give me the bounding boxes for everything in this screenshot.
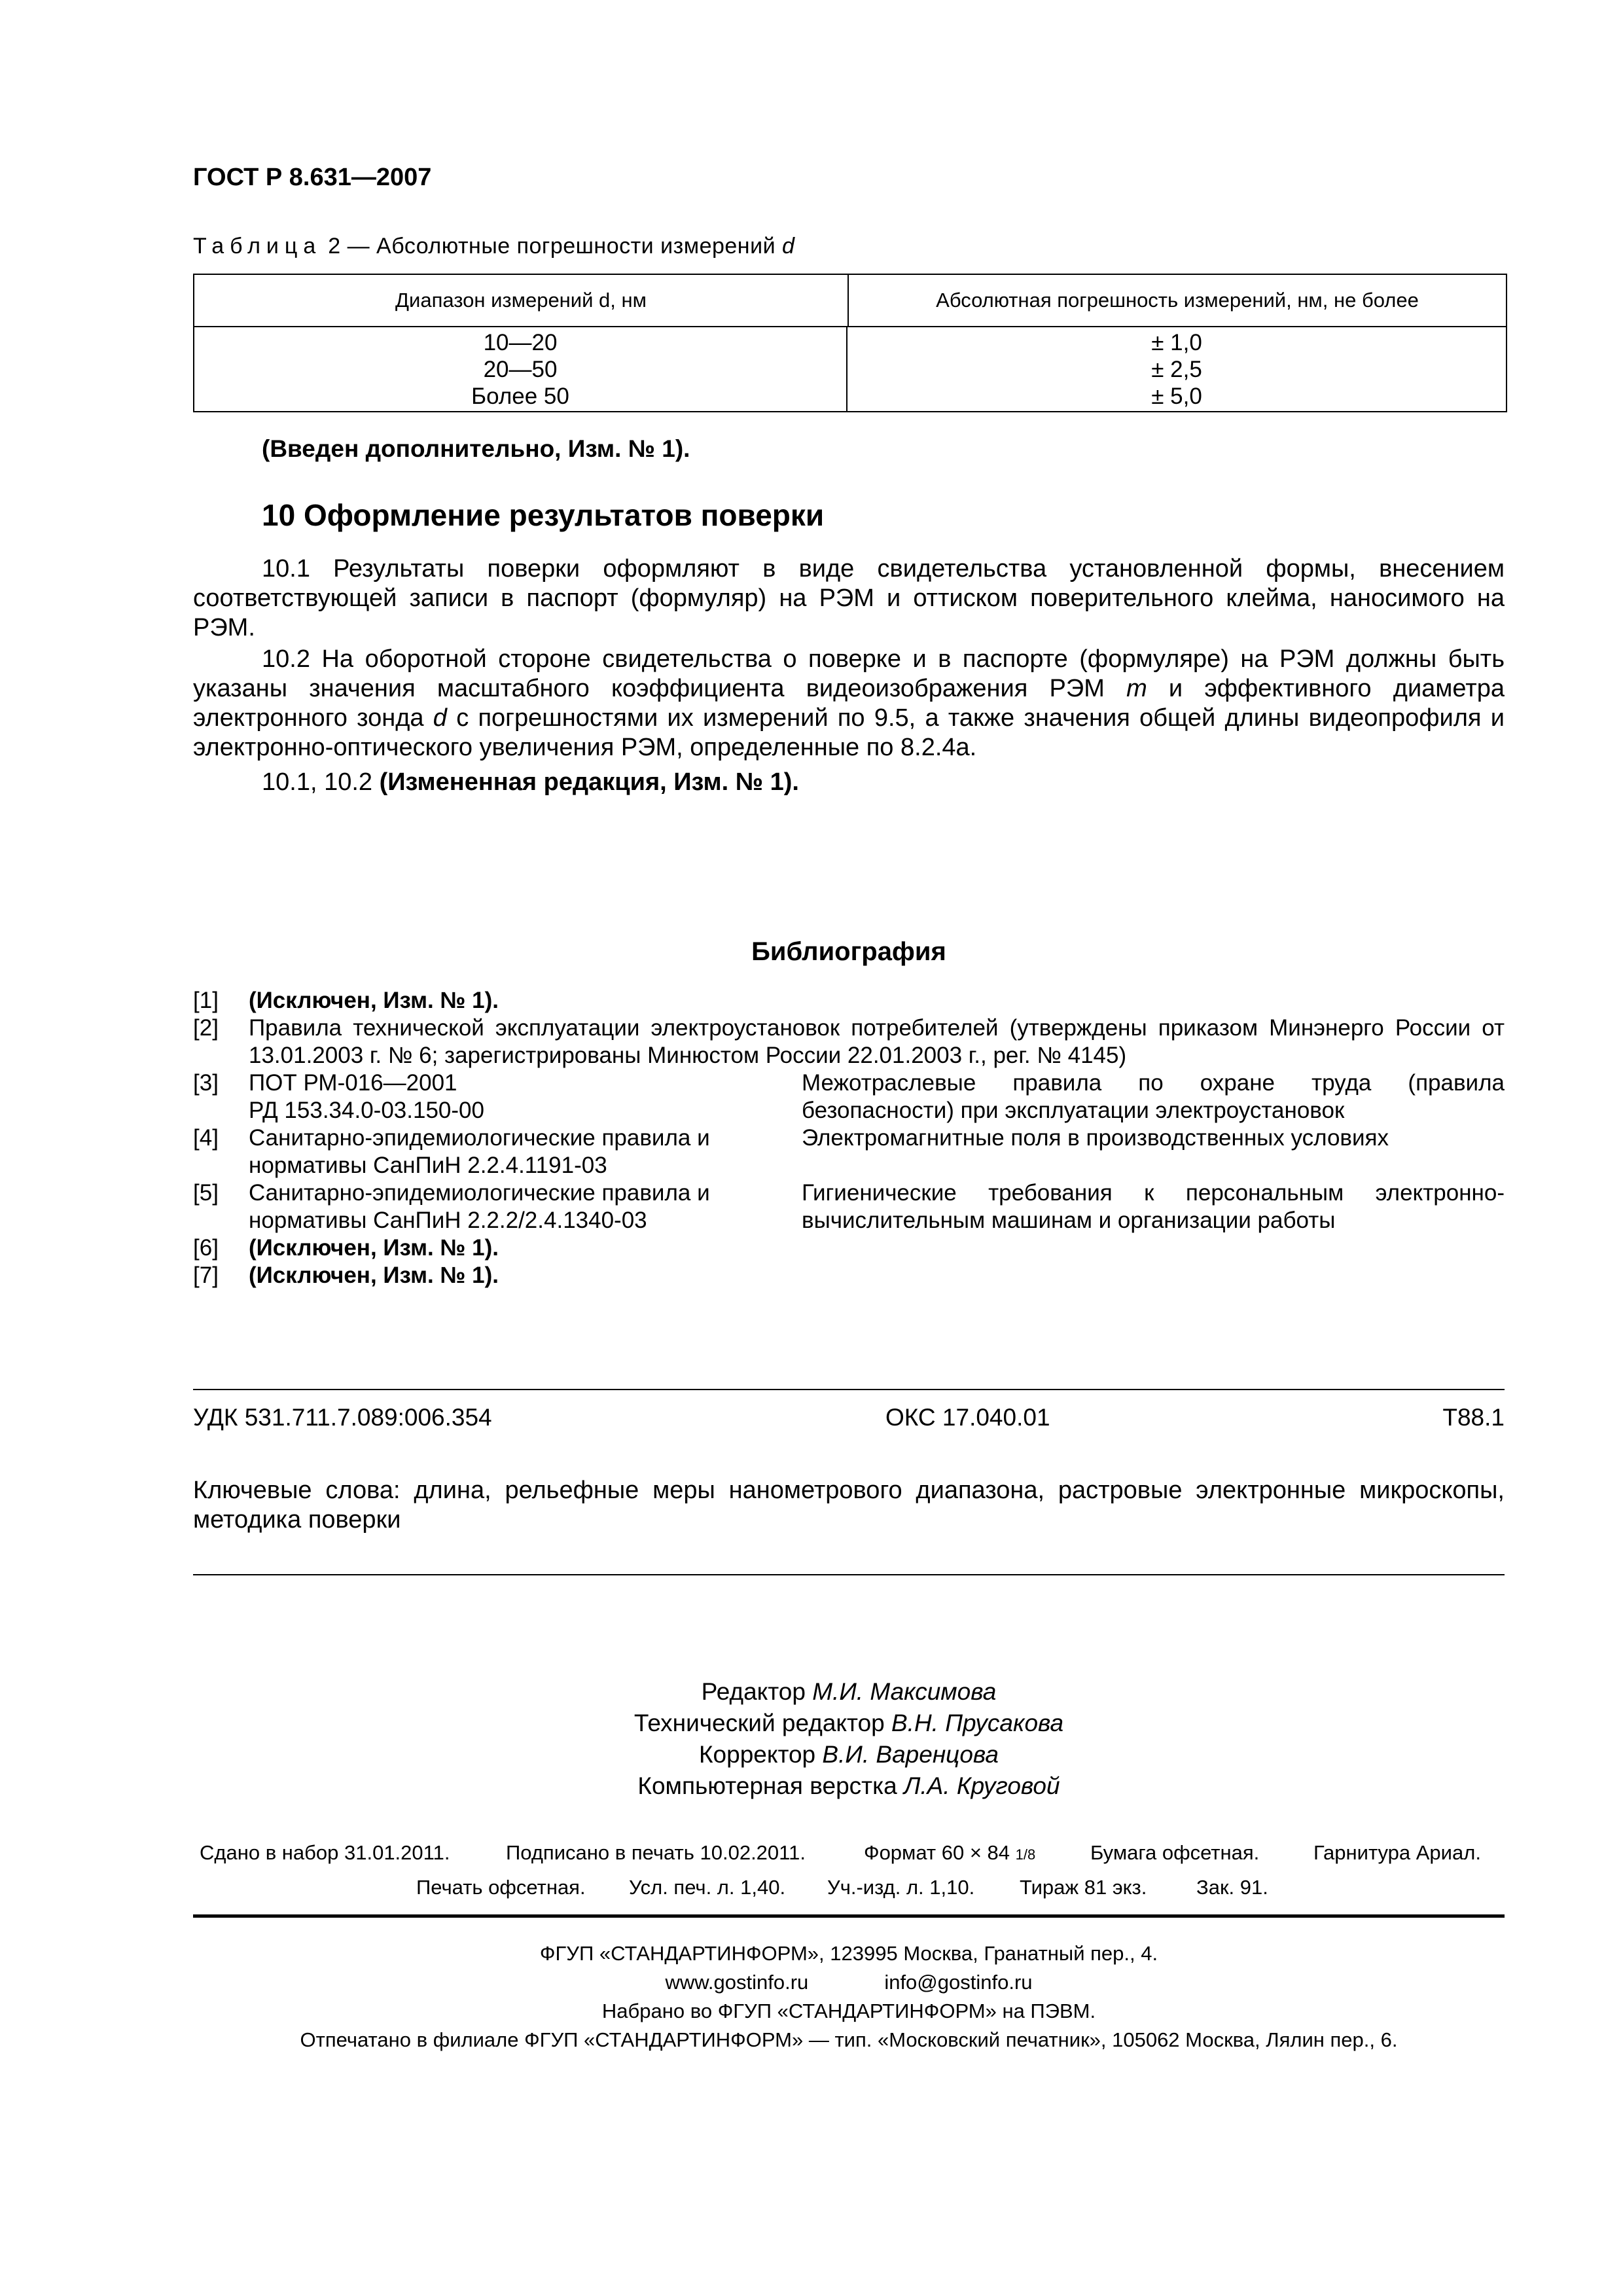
table-cell-range: 10—20 <box>483 330 558 355</box>
paragraph-text: 10.1 Результаты поверки оформляют в виде свидетельства установленной формы, внесением соответствующей записи в паспорт (формуляр) на РЭМ и оттиском поверительного клейма, наносимого на РЭМ. <box>193 555 1505 641</box>
table-cell-error: ± 2,5 <box>1151 357 1202 382</box>
bib-number: [7] <box>193 1263 219 1288</box>
divider <box>193 1389 1505 1390</box>
bib-source-line: нормативы СанПиН 2.2.2/2.4.1340-03 <box>249 1208 647 1233</box>
bib-source <box>249 1179 802 1234</box>
publisher-contacts <box>0 1971 1623 1994</box>
section-title: 10 Оформление результатов поверки <box>262 498 825 532</box>
publisher-printed: Отпечатано в филиале ФГУП «СТАНДАРТИНФОРМ» — тип. «Московский печатник», 105062 Москва, Лялин пер., 6. <box>300 2028 1398 2051</box>
table-caption-prefix: Таблица <box>193 234 322 259</box>
table-caption-text: 2 — Абсолютные погрешности измерений <box>321 234 783 259</box>
error-table <box>193 274 1507 412</box>
oks-code: ОКС 17.040.01 <box>885 1404 1050 1431</box>
publisher-email[interactable]: info@gostinfo.ru <box>884 1971 1033 1994</box>
paragraph-10-2 <box>193 645 1505 762</box>
bib-source <box>249 1069 802 1124</box>
table-caption <box>193 234 794 259</box>
bib-number: [5] <box>193 1180 219 1206</box>
bib-source-line: Санитарно-эпидемиологические правила и <box>249 1125 710 1151</box>
bib-number: [3] <box>193 1070 219 1096</box>
imprint-format-text: Формат 60 × 84 <box>864 1841 1010 1864</box>
keywords: Ключевые слова: длина, рельефные меры нанометрового диапазона, растровые электронные микроскопы, методика поверки <box>193 1477 1505 1534</box>
table-cell-range: Более 50 <box>471 384 569 409</box>
amendment-paragraph <box>193 768 1505 797</box>
bibliography-item <box>193 1179 1505 1234</box>
bib-source-line: ПОТ РМ-016—2001 <box>249 1070 457 1096</box>
table-cell-error: ± 5,0 <box>1151 384 1202 409</box>
table-header-error: Абсолютная погрешность измерений, нм, не более <box>936 289 1419 312</box>
imprint-submitted: Сдано в набор 31.01.2011. <box>200 1841 450 1864</box>
bib-description: Гигиенические требования к персональным электронно-вычислительным машинам и организации работы <box>802 1180 1505 1233</box>
imprint-print-type: Печать офсетная. <box>416 1876 586 1899</box>
bib-source <box>249 1124 802 1179</box>
bibliography-item <box>193 1234 1505 1262</box>
variable-m: m <box>1126 675 1147 702</box>
imprint-format-fraction: 1/8 <box>1015 1846 1036 1863</box>
imprint-print-sheets: Усл. печ. л. 1,40. <box>629 1876 786 1899</box>
bib-source-line: Санитарно-эпидемиологические правила и <box>249 1180 710 1206</box>
publisher-address: ФГУП «СТАНДАРТИНФОРМ», 123995 Москва, Гранатный пер., 4. <box>539 1942 1158 1965</box>
bib-source-line: РД 153.34.0-03.150-00 <box>249 1098 484 1123</box>
bib-description: Электромагнитные поля в производственных условиях <box>802 1125 1389 1151</box>
staff-role: Компьютерная верстка <box>637 1772 904 1799</box>
imprint-circulation: Тираж 81 экз. <box>1020 1876 1147 1899</box>
staff-role: Корректор <box>698 1741 823 1768</box>
udk-code: УДК 531.711.7.089:006.354 <box>193 1404 492 1431</box>
paragraph-10-1 <box>193 554 1505 643</box>
table-error-column <box>847 327 1506 411</box>
paragraph-text-part: 10.2 На оборотной стороне свидетельства о поверке и в паспорте (формуляре) на РЭМ должны быть указаны значения масштабного коэффициента видеоизображения РЭМ <box>193 645 1505 702</box>
amendment-note: (Введен дополнительно, Изм. № 1). <box>262 435 690 462</box>
table-cell-error: ± 1,0 <box>1151 330 1202 355</box>
bib-number: [1] <box>193 988 219 1013</box>
publisher-typeset: Набрано во ФГУП «СТАНДАРТИНФОРМ» на ПЭВМ. <box>601 2000 1096 2022</box>
imprint-format <box>864 1841 1035 1865</box>
bib-description: Межотраслевые правила по охране труда (правила безопасности) при эксплуатации электроустановок <box>802 1070 1505 1123</box>
paragraph-text <box>193 768 1505 797</box>
document-code: ГОСТ Р 8.631—2007 <box>193 164 432 191</box>
paragraph-text <box>193 645 1505 762</box>
imprint-order: Зак. 91. <box>1196 1876 1268 1899</box>
bib-number: [4] <box>193 1125 219 1151</box>
bib-text: (Исключен, Изм. № 1). <box>249 988 499 1013</box>
imprint-typeface: Гарнитура Ариал. <box>1313 1841 1481 1864</box>
staff-name: Л.А. Круговой <box>903 1772 1060 1799</box>
table-body-row <box>194 327 1506 411</box>
table-header-range: Диапазон измерений d, нм <box>194 275 849 326</box>
amendment-text: (Измененная редакция, Изм. № 1). <box>379 768 799 796</box>
paragraph-text-part: с погрешностями их измерений по 9.5, а также значения общей длины видеопрофиля и электронно-оптического увеличения РЭМ, определенные по 8.2.4а. <box>193 704 1505 761</box>
bib-source-line: нормативы СанПиН 2.2.4.1191-03 <box>249 1153 607 1178</box>
staff-corrector <box>0 1741 1623 1768</box>
imprint-paper: Бумага офсетная. <box>1090 1841 1260 1864</box>
bibliography-item <box>193 987 1505 1014</box>
bibliography-item <box>193 1014 1505 1069</box>
bibliography-item <box>193 1124 1505 1179</box>
staff-name: В.И. Варенцова <box>822 1741 999 1768</box>
bib-number: [6] <box>193 1235 219 1261</box>
bibliography-item <box>193 1069 1505 1124</box>
bib-text: (Исключен, Изм. № 1). <box>249 1235 499 1261</box>
staff-editor <box>0 1678 1623 1706</box>
variable-d: d <box>433 704 447 732</box>
staff-name: М.И. Максимова <box>812 1678 997 1705</box>
thick-divider <box>193 1914 1505 1918</box>
table-cell-range: 20—50 <box>483 357 558 382</box>
table-caption-variable: d <box>782 234 795 259</box>
imprint-signed: Подписано в печать 10.02.2011. <box>506 1841 806 1864</box>
staff-role: Технический редактор <box>633 1710 891 1736</box>
group-code: Т88.1 <box>1442 1404 1505 1431</box>
staff-role: Редактор <box>701 1678 813 1705</box>
table-header-row <box>194 275 1506 327</box>
bib-text: (Исключен, Изм. № 1). <box>249 1263 499 1288</box>
bib-number: [2] <box>193 1015 219 1041</box>
table-range-column <box>194 327 847 411</box>
staff-name: В.Н. Прусакова <box>891 1710 1064 1736</box>
bibliography-item <box>193 1262 1505 1289</box>
staff-tech-editor <box>0 1710 1623 1737</box>
paragraph-ref: 10.1, 10.2 <box>262 768 380 796</box>
paragraph-text-part: и эффективного диаметра электронного зонда <box>193 675 1505 732</box>
divider <box>193 1574 1505 1575</box>
publisher-website[interactable]: www.gostinfo.ru <box>665 1971 809 1994</box>
imprint-publisher-sheets: Уч.-изд. л. 1,10. <box>827 1876 975 1899</box>
bib-text: Правила технической эксплуатации электроустановок потребителей (утверждены приказом Минэнерго России от 13.01.2003 г. № 6; зарегистрированы Минюстом России 22.01.2003 г., рег. № 4145) <box>249 1015 1505 1068</box>
bibliography-list <box>193 987 1505 1295</box>
bibliography-title: Библиография <box>751 937 946 966</box>
staff-layout <box>0 1772 1623 1800</box>
